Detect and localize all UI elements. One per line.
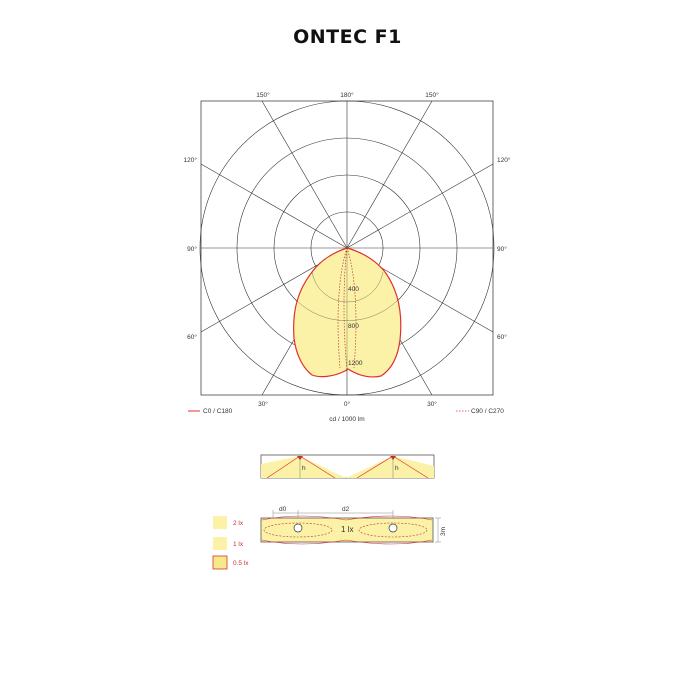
angle-label-150-right: 150° <box>425 92 439 99</box>
angle-label-30-left: 30° <box>258 401 268 408</box>
ring-label-1200: 1200 <box>348 360 363 367</box>
plan-d2-label: d2 <box>342 506 350 513</box>
legend-c90-label: C90 / C270 <box>471 408 504 415</box>
angle-label-60-right: 60° <box>497 334 507 341</box>
angle-label-150-left: 150° <box>256 92 270 99</box>
ring-label-800: 800 <box>348 323 359 330</box>
angle-label-30-right: 30° <box>427 401 437 408</box>
unit-label: cd / 1000 lm <box>329 416 365 423</box>
side-height-label-1: h <box>302 465 306 472</box>
side-height-label-2: h <box>395 465 399 472</box>
legend-label-05lx: 0.5 lx <box>233 560 249 567</box>
legend-swatch-05lx <box>213 556 227 569</box>
ring-label-400: 400 <box>348 286 359 293</box>
angle-label-180: 180° <box>340 92 354 99</box>
angle-label-0: 0° <box>343 401 351 408</box>
legend-label-2lx: 2 lx <box>233 520 244 527</box>
plan-height-label: 3m <box>440 526 447 536</box>
illuminance-legend <box>213 516 227 569</box>
angle-label-120-left: 120° <box>183 157 197 164</box>
page-title: ONTEC F1 <box>293 26 402 48</box>
legend-label-1lx: 1 lx <box>233 541 244 548</box>
angle-label-120-right: 120° <box>497 157 511 164</box>
angle-label-60-left: 60° <box>187 334 197 341</box>
legend-swatch-2lx <box>213 516 227 529</box>
plan-d0-label: d0 <box>279 506 287 513</box>
legend-c0-label: C0 / C180 <box>203 408 233 415</box>
angle-label-90-right: 90° <box>497 246 507 253</box>
legend-swatch-1lx <box>213 537 227 550</box>
plan-lux-label: 1 lx <box>341 525 354 534</box>
side-view <box>261 455 434 478</box>
angle-label-90-left: 90° <box>187 246 197 253</box>
